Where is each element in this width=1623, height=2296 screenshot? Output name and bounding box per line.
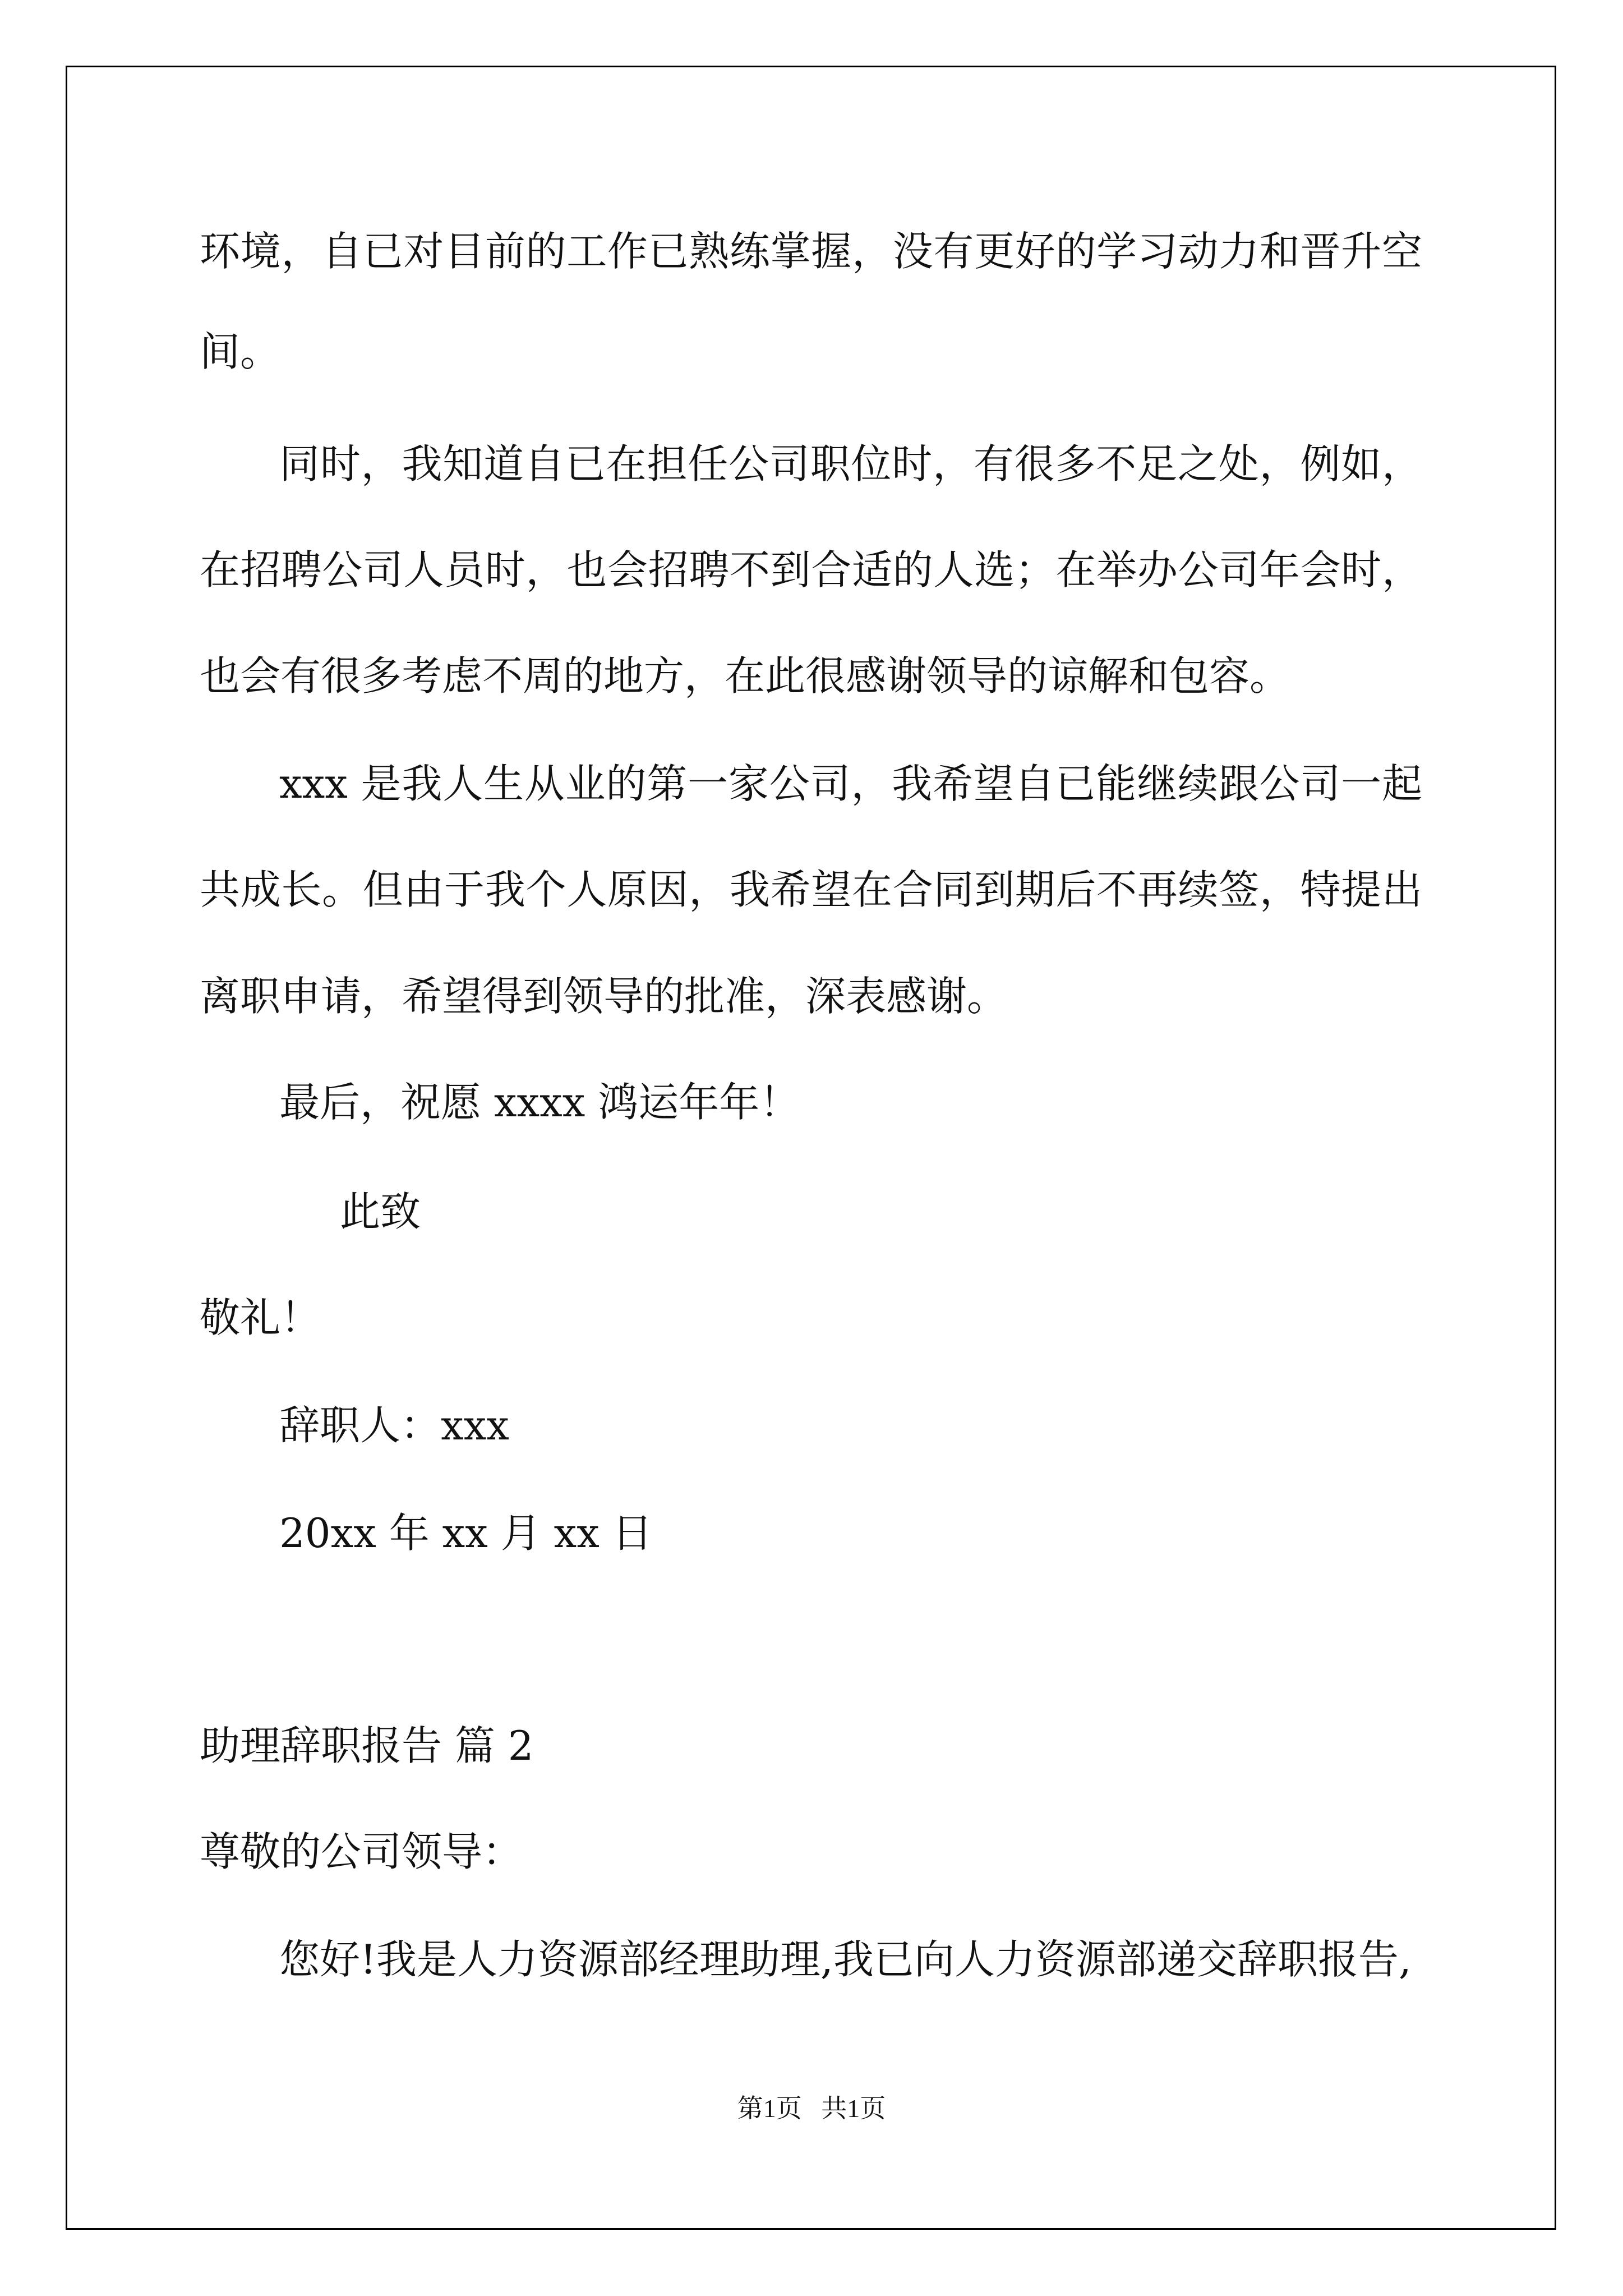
page-footer: 第1页 共1页 (737, 2094, 886, 2123)
body-line-4: 在招聘公司人员时，也会招聘不到合适的人选；在举办公司年会时， (200, 546, 1422, 593)
salutation-cizhi: 此致 (340, 1188, 421, 1235)
body-line-5: 也会有很多考虑不周的地方，在此很感谢领导的谅解和包容。 (200, 652, 1290, 700)
body-line-2: 间。 (200, 328, 281, 375)
closing-wish: 最后，祝愿 xxxx 鸿运年年！ (279, 1079, 800, 1126)
body-line-6: xxx 是我人生从业的第一家公司，我希望自已能继续跟公司一起 (279, 760, 1422, 807)
body-line-3: 同时，我知道自已在担任公司职位时，有很多不足之处，例如， (279, 440, 1422, 487)
body-line-1: 环境，自已对目前的工作已熟练掌握，没有更好的学习动力和晋升空 (200, 228, 1422, 275)
page-border (66, 66, 1556, 2230)
salutation-jingli: 敬礼！ (200, 1294, 321, 1341)
section-heading: 助理辞职报告 篇 2 (200, 1722, 534, 1769)
body-line-7: 共成长。但由于我个人原因，我希望在合同到期后不再续签，特提出 (200, 866, 1422, 913)
signature-date: 20xx 年 xx 月 xx 日 (279, 1510, 653, 1557)
body-line-8: 离职申请，希望得到领导的批准，深表感谢。 (200, 973, 1008, 1020)
signature-name: 辞职人：xxx (279, 1402, 509, 1449)
letter-greeting: 尊敬的公司领导： (200, 1828, 523, 1875)
body-line-last: 您好!我是人力资源部经理助理,我已向人力资源部递交辞职报告, (279, 1936, 1412, 1983)
